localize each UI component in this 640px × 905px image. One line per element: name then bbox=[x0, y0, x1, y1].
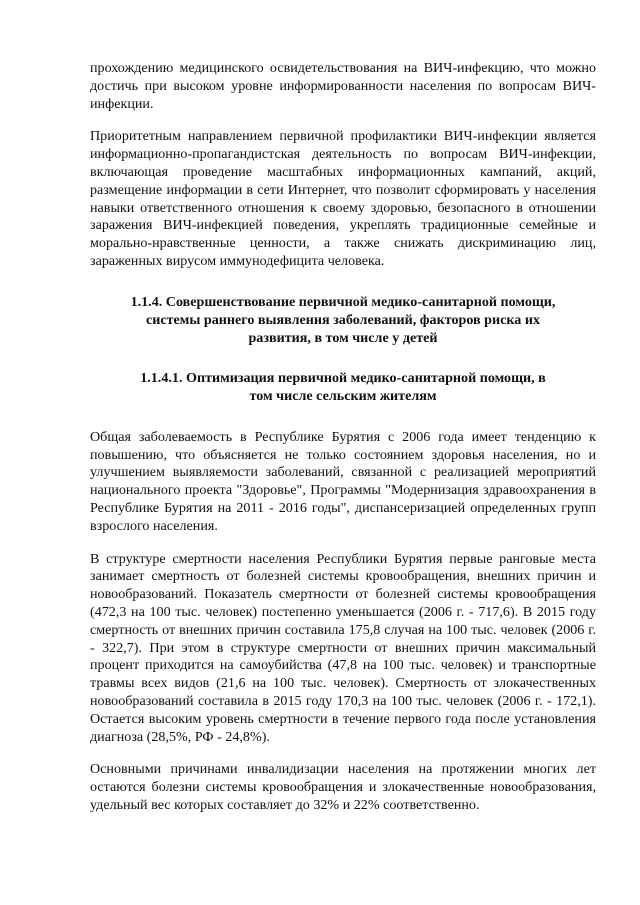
subsection-heading-line: том числе сельским жителям bbox=[249, 387, 437, 404]
spacer bbox=[90, 113, 596, 128]
subsection-heading-line: 1.1.4.1. Оптимизация первичной медико-санитарной помощи, в bbox=[140, 369, 546, 386]
section-heading-line: развития, в том числе у детей bbox=[248, 329, 438, 346]
paragraph-morbidity: Общая заболеваемость в Республике Бурятия с 2006 года имеет тенденцию к повышению, что объясняется не только состоянием здоровья населения, но и улучшением выявляемости заболеваний, связанной с реализацией мероприятий национального проекта "Здоровье", Программы "Модернизация здравоохранения в Республике Бурятия на 2011 - 2016 годы", диспансеризацией определенных групп взрослого населения. bbox=[90, 428, 596, 534]
spacer bbox=[90, 347, 596, 369]
subsection-heading-1-1-4-1 bbox=[90, 369, 596, 405]
paragraph-hiv-testing: прохождению медицинского освидетельствования на ВИЧ-инфекцию, что можно достичь при высоком уровне информированности населения по вопросам ВИЧ-инфекции. bbox=[90, 60, 596, 112]
spacer bbox=[90, 271, 596, 293]
document-page bbox=[90, 60, 596, 815]
section-heading-line: системы раннего выявления заболеваний, факторов риска их bbox=[145, 311, 541, 328]
section-heading-1-1-4 bbox=[90, 293, 596, 347]
paragraph-disability: Основными причинами инвалидизации населения на протяжении многих лет остаются болезни системы кровообращения и злокачественные новообразования, удельный вес которых составляет до 32% и 22% соответственно. bbox=[90, 761, 596, 813]
paragraph-hiv-prevention: Приоритетным направлением первичной профилактики ВИЧ-инфекции является информационно-пропагандистская деятельность по вопросам ВИЧ-инфекции, включающая проведение масштабных информационных кампаний, акций, размещение информации в сети Интернет, что позволит сформировать у населения навыки ответственного отношения к своему здоровью, безопасного в отношении заражения ВИЧ-инфекцией поведения, укреплять традиционные семейные и морально-нравственные ценности, а также снижать дискриминацию лиц, зараженных вирусом иммунодефицита человека. bbox=[90, 128, 596, 269]
spacer bbox=[90, 536, 596, 551]
paragraph-mortality: В структуре смертности населения Республики Бурятия первые ранговые места занимает смертность от болезней системы кровообращения, внешних причин и новообразований. Показатель смертности от болезней системы кровообращения (472,3 на 100 тыс. человек) постепенно уменьшается (2006 г. - 717,6). В 2015 году смертность от внешних причин составила 175,8 случая на 100 тыс. человек (2006 г. - 322,7). При этом в структуре смертности от внешних причин максимальный процент приходится на самоубийства (47,8 на 100 тыс. человек) и транспортные травмы всех видов (21,6 на 100 тыс. человек). Смертность от злокачественных новообразований составила в 2015 году 170,3 на 100 тыс. человек (2006 г. - 172,1). Остается высоким уровень смертности в течение первого года после установления диагноза (28,5%, РФ - 24,8%). bbox=[90, 550, 596, 745]
spacer bbox=[90, 405, 596, 429]
section-heading-line: 1.1.4. Совершенствование первичной медико-санитарной помощи, bbox=[130, 293, 556, 310]
spacer bbox=[90, 746, 596, 761]
